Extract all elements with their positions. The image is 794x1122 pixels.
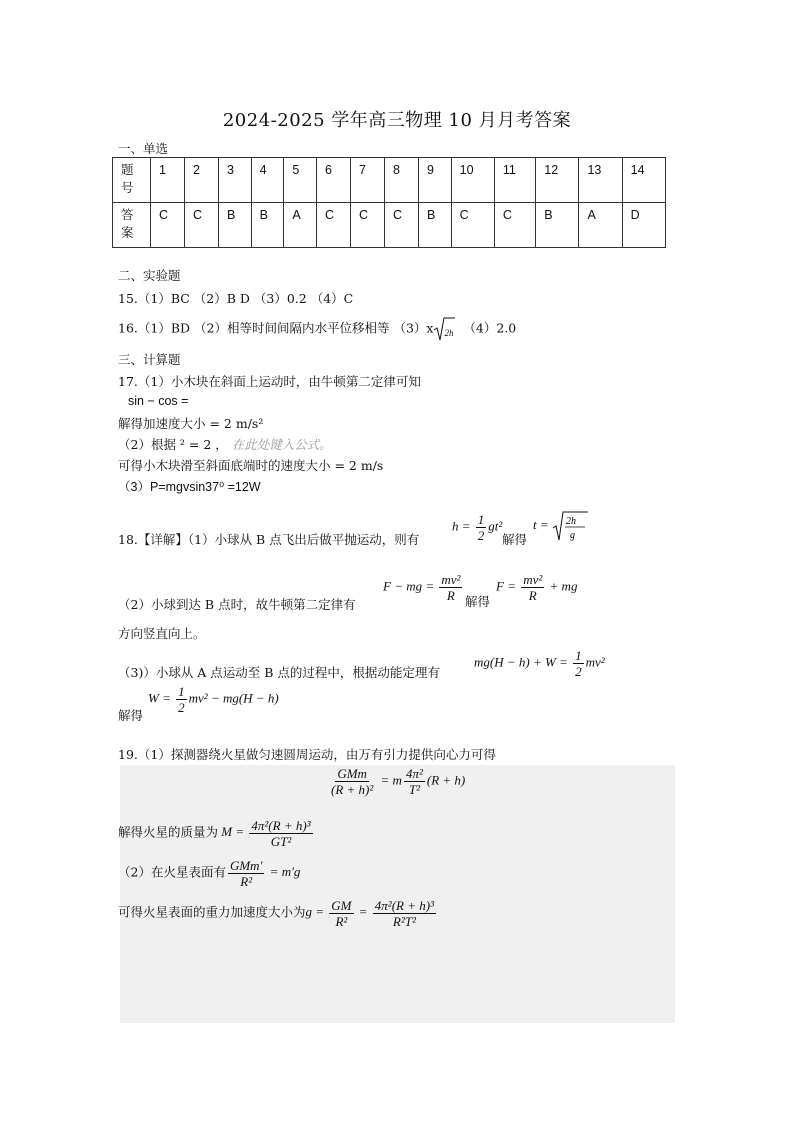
sqrt-2h: 2h bbox=[433, 316, 455, 342]
q18-line1: 18.【详解】（1）小球从 B 点飞出后做平抛运动，则有 bbox=[118, 532, 420, 547]
section-experiment: 二、实验题 bbox=[118, 268, 181, 283]
answer-16 bbox=[118, 316, 516, 342]
q17-part2-text: （2）根据 ² = 2 ， bbox=[118, 437, 228, 452]
answer-table bbox=[112, 157, 666, 248]
q17-equation: sin − cos = bbox=[128, 394, 189, 408]
q18-part2: （2）小球到达 B 点时，故牛顿第二定律有 bbox=[118, 597, 356, 612]
q17-velocity: 可得小木块滑至斜面底端时的速度大小 = 2 m/s bbox=[118, 458, 384, 473]
cell-number: 4 bbox=[251, 158, 284, 203]
q17-part2 bbox=[118, 435, 332, 453]
answer-16-text: 16.（1）BD （2）相等时间间隔内水平位移相等 （3）x bbox=[118, 320, 434, 336]
cell-number: 2 bbox=[184, 158, 218, 203]
eq-gravitation-centripetal: $\frac{\text{GMm}}{\text{(R + h)²}}$ = m $\frac{\text{4π²}}{\text{T²}}$ (R + h) bbox=[331, 766, 466, 797]
eq-newton-second: F − mg = $\frac{\text{mv²}}{R}$ bbox=[383, 572, 461, 603]
q19-part2 bbox=[118, 858, 300, 889]
q18-part3: （3)）小球从 A 点运动至 B 点的过程中，根据动能定理有 bbox=[118, 665, 440, 680]
cell-answer: C bbox=[317, 203, 351, 248]
cell-number: 11 bbox=[494, 158, 535, 203]
page-title: 2024-2025 学年高三物理 10 月月考答案 bbox=[222, 110, 572, 131]
svg-text:g: g bbox=[569, 530, 575, 541]
eq-mass: M = $\frac{\text{4π²(R + h)³}}{\text{GT²}}$ bbox=[218, 818, 311, 849]
q19-mass-label bbox=[118, 818, 315, 849]
q19-line1: 19.（1）探测器绕火星做匀速圆周运动，由万有引力提供向心力可得 bbox=[118, 747, 496, 762]
eq-h-half-gt2: h = $\frac{1}{2}$ gt² bbox=[452, 512, 503, 543]
cell-number: 1 bbox=[151, 158, 185, 203]
svg-text:2h: 2h bbox=[565, 516, 576, 527]
q18-direction: 方向竖直向上。 bbox=[118, 626, 206, 641]
section-calculation: 三、计算题 bbox=[118, 352, 181, 367]
q19-mass-text: 解得火星的质量为 bbox=[118, 824, 219, 840]
table-row-answers bbox=[113, 203, 666, 248]
equation-shaded-area bbox=[120, 765, 675, 1023]
cell-answer: B bbox=[218, 203, 251, 248]
cell-number: 6 bbox=[317, 158, 351, 203]
eq-work-energy: mg(H − h) + W = $\frac{1}{2}$ mv² bbox=[474, 648, 605, 679]
cell-answer: A bbox=[284, 203, 317, 248]
q17-part3: （3）P=mgvsin37⁰ =12W bbox=[118, 480, 261, 494]
cell-answer: C bbox=[151, 203, 185, 248]
equation-placeholder: 在此处键入公式。 bbox=[231, 437, 332, 452]
cell-answer: B bbox=[418, 203, 451, 248]
cell-number: 12 bbox=[536, 158, 579, 203]
cell-answer: C bbox=[494, 203, 535, 248]
cell-answer: B bbox=[251, 203, 284, 248]
cell-number: 13 bbox=[579, 158, 622, 203]
eq-g-result: g = $\frac{GM}{\text{R²}}$ = $\frac{\text{4π²(R + h)³}}{\text{R²T²}}$ bbox=[305, 898, 434, 929]
cell-answer: C bbox=[351, 203, 385, 248]
q18-solve-label-2: 解得 bbox=[465, 594, 491, 609]
table-row-numbers bbox=[113, 158, 666, 203]
cell-number: 9 bbox=[418, 158, 451, 203]
cell-answer: A bbox=[579, 203, 622, 248]
q19-gravity-text: 可得火星表面的重力加速度大小为 bbox=[118, 904, 306, 920]
cell-number: 8 bbox=[385, 158, 419, 203]
q18-solve-label: 解得 bbox=[502, 532, 528, 547]
q17-line1: 17.（1）小木块在斜面上运动时，由牛顿第二定律可知 bbox=[118, 374, 421, 389]
cell-answer: B bbox=[536, 203, 579, 248]
cell-number: 3 bbox=[218, 158, 251, 203]
answer-16-part4: （4）2.0 bbox=[463, 320, 517, 336]
q19-gravity-label bbox=[118, 898, 438, 929]
cell-answer: C bbox=[451, 203, 494, 248]
q17-acceleration: 解得加速度大小 = 2 m/s² bbox=[118, 416, 264, 431]
section-single-choice: 一、单选 bbox=[118, 141, 169, 156]
q18-solve-label-3: 解得 bbox=[118, 708, 144, 723]
eq-t-sqrt: t = 2h g bbox=[533, 510, 588, 542]
cell-number: 14 bbox=[622, 158, 665, 203]
answer-15: 15.（1）BC （2）B D （3）0.2 （4）C bbox=[118, 291, 354, 306]
cell-answer: C bbox=[385, 203, 419, 248]
cell-number: 7 bbox=[351, 158, 385, 203]
cell-answer: C bbox=[184, 203, 218, 248]
row-header-answer: 答案 bbox=[113, 203, 151, 248]
eq-F-result: F = $\frac{\text{mv²}}{R}$ + mg bbox=[496, 572, 578, 603]
q19-part2-text: （2）在火星表面有 bbox=[118, 864, 226, 880]
eq-W-result: W = $\frac{1}{2}$ mv² − mg(H − h) bbox=[148, 684, 279, 715]
row-header-number: 题号 bbox=[113, 158, 151, 203]
cell-number: 10 bbox=[451, 158, 494, 203]
eq-surface-gravity: $\frac{\text{GMm′}}{\text{R²}}$ = m′g bbox=[229, 858, 301, 889]
cell-number: 5 bbox=[284, 158, 317, 203]
cell-answer: D bbox=[622, 203, 665, 248]
